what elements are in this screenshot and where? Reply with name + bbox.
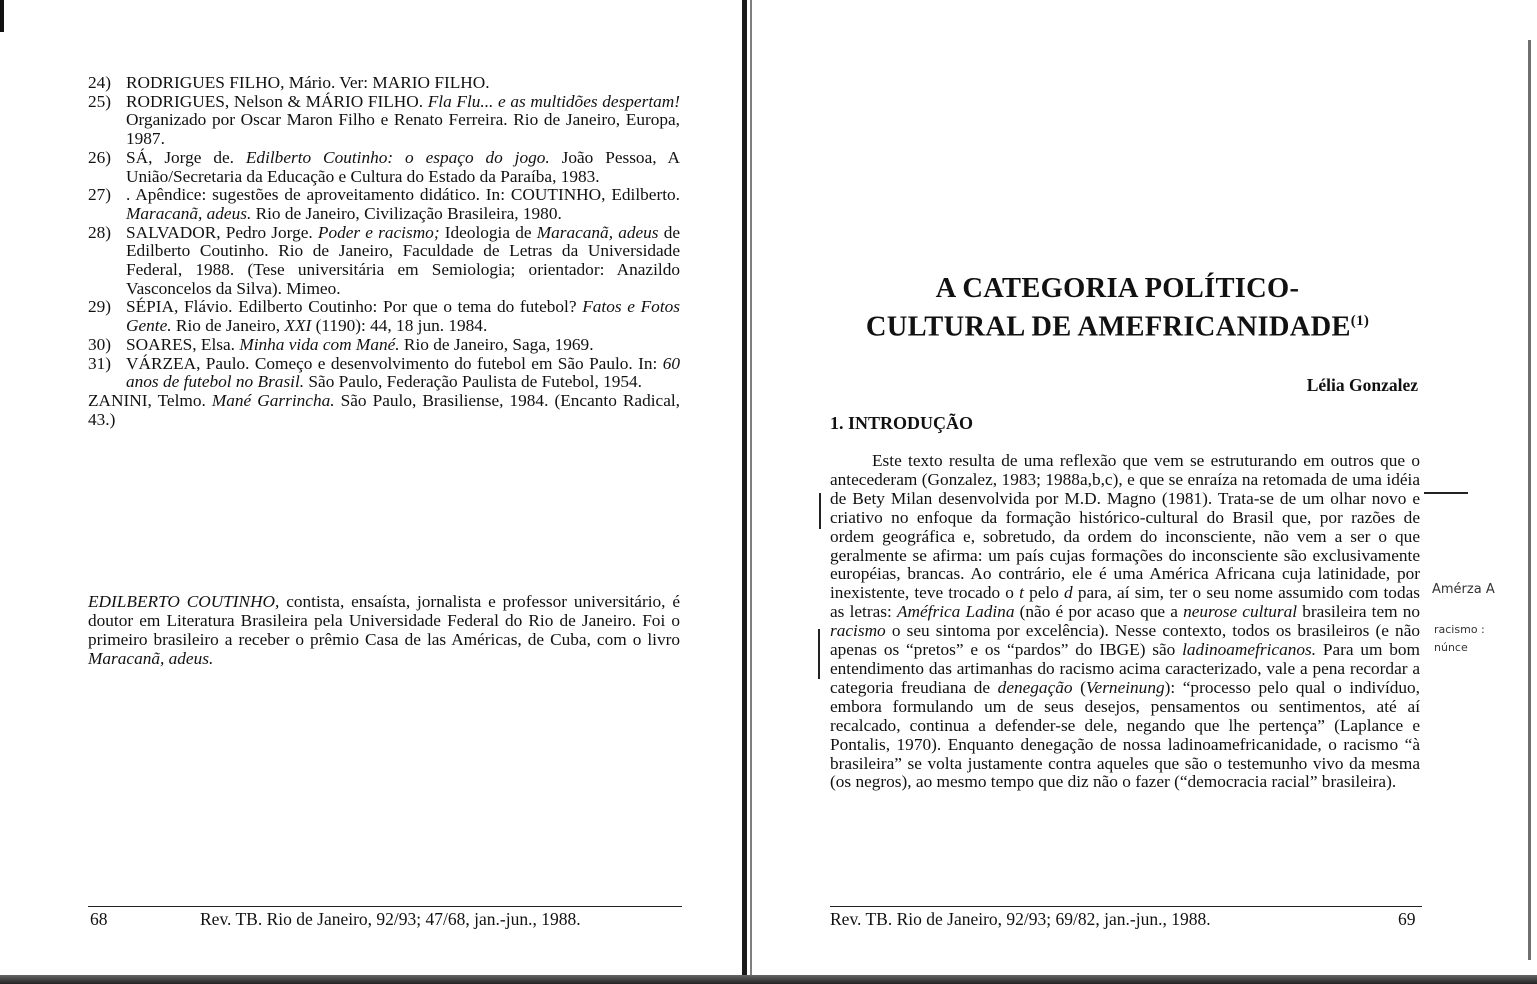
text-run: SALVADOR, Pedro Jorge. bbox=[126, 222, 318, 242]
reference-number: 26) bbox=[88, 147, 112, 167]
italic-text: Poder e racismo; bbox=[317, 222, 440, 242]
text-run: Rio de Janeiro, Civilização Brasileira, 1980. bbox=[251, 203, 562, 223]
body-paragraph bbox=[830, 452, 1420, 792]
reference-entry bbox=[88, 224, 680, 299]
italic-text: Minha vida com Mané. bbox=[239, 334, 400, 354]
reference-entry bbox=[88, 149, 680, 186]
reference-text bbox=[126, 186, 680, 223]
text-run: Este texto resulta de uma reflexão que vem se estruturando em outros que o antecederam (Gonzalez, 1983; 1988a,b,c), e que se enraíza na retomada de uma idéia de Bety Milan desenvolvida por M.D. Magno (1981). Trata-se de um olhar novo e criativo no enfoque da formação histórico-cultural do Brasil que, por razões de ordem geográfica e, sobretudo, da ordem do inconsciente, não vem a ser o que geralmente se afirma: um país cujas formações do inconsciente são exclusivamente européias, brancas. Ao contrário, ele é uma América Africana cuja latinidade, por inexistente, teve trocado o bbox=[830, 451, 1420, 603]
reference-number: 27) bbox=[88, 185, 112, 205]
reference-text bbox=[126, 149, 680, 186]
margin-scribble-bar bbox=[818, 629, 820, 679]
margin-scribble-line bbox=[1424, 492, 1468, 494]
title-footnote-marker: (1) bbox=[1350, 313, 1370, 329]
journal-citation: Rev. TB. Rio de Janeiro, 92/93; 47/68, jan.-jun., 1988. bbox=[200, 909, 581, 929]
text-run: RODRIGUES, Nelson & MÁRIO FILHO. bbox=[126, 91, 428, 111]
text-run: pelo bbox=[1023, 583, 1065, 603]
italic-text: Mané Garrincha. bbox=[211, 390, 335, 410]
title-line-2 bbox=[820, 305, 1415, 344]
italic-text: Edilberto Coutinho: o espaço do jogo. bbox=[245, 147, 550, 167]
text-run: brasileira tem no bbox=[1297, 602, 1421, 622]
italic-text: EDILBERTO COUTINHO, bbox=[88, 592, 280, 611]
text-run: SOARES, Elsa. bbox=[126, 334, 240, 354]
reference-entry bbox=[88, 186, 680, 223]
italic-text: XXI bbox=[284, 316, 312, 336]
text-run: Rio de Janeiro, Saga, 1969. bbox=[399, 334, 594, 354]
italic-text: 60 anos de futebol no Brasil. bbox=[126, 353, 680, 392]
reference-number: 25) bbox=[88, 91, 112, 111]
reference-entry bbox=[88, 336, 680, 355]
body-text bbox=[830, 452, 1420, 792]
reference-text bbox=[126, 298, 680, 335]
reference-text bbox=[88, 392, 680, 429]
margin-note: núnce bbox=[1434, 641, 1468, 654]
italic-text: Maracanã, adeus. bbox=[126, 203, 252, 223]
text-run: para, aí sim, ter o seu nome assumido com todas as letras: bbox=[830, 583, 1420, 622]
text-run: ( bbox=[1072, 677, 1086, 697]
title-line-2-text: CULTURAL DE AMEFRICANIDADE bbox=[865, 311, 1351, 343]
title-line-1: A CATEGORIA POLÍTICO- bbox=[935, 273, 1300, 304]
italic-text: Maracanã, adeus. bbox=[88, 649, 214, 668]
margin-note: racismo : bbox=[1434, 623, 1485, 636]
reference-number: 30) bbox=[88, 334, 112, 354]
reference-number: 28) bbox=[88, 222, 112, 242]
text-run: São Paulo, Federação Paulista de Futebol, 1954. bbox=[304, 372, 642, 392]
left-page bbox=[0, 0, 745, 984]
reference-entry bbox=[88, 392, 680, 429]
reference-number: 29) bbox=[88, 297, 112, 317]
margin-scribble-bar bbox=[819, 493, 821, 529]
text-run: SÁ, Jorge de. bbox=[126, 147, 246, 167]
reference-entry bbox=[88, 355, 680, 392]
italic-text: neurose cultural bbox=[1183, 602, 1298, 622]
reference-text bbox=[126, 74, 680, 93]
text-run: Ideologia de bbox=[439, 222, 537, 242]
text-run: SÉPIA, Flávio. Edilberto Coutinho: Por que o tema do futebol? bbox=[126, 297, 583, 317]
text-run: o seu sintoma por excelência). Nesse contexto, todos os brasileiros (e não apenas os “pretos” e os “pardos” do IBGE) são bbox=[830, 621, 1420, 660]
text-run: João Pessoa, A União/Secretaria da Educação e Cultura do Estado da Paraíba, 1983. bbox=[126, 147, 680, 186]
italic-text: racismo bbox=[830, 621, 886, 641]
italic-text: Maracanã, adeus bbox=[536, 222, 659, 242]
italic-text: Verneinung bbox=[1085, 677, 1165, 697]
page-number: 69 bbox=[1398, 909, 1416, 929]
italic-text: t bbox=[1019, 583, 1024, 603]
reference-text bbox=[126, 355, 680, 392]
text-run: . Apêndice: sugestões de aproveitamento didático. In: COUTINHO, Edilberto. bbox=[126, 185, 680, 205]
reference-text bbox=[126, 336, 680, 355]
section-heading: 1. INTRODUÇÃO bbox=[830, 413, 974, 433]
reference-entry bbox=[88, 74, 680, 93]
reference-text bbox=[126, 93, 680, 149]
italic-text: Améfrica Ladina bbox=[896, 602, 1015, 622]
italic-text: denegação bbox=[997, 677, 1073, 697]
italic-text: ladinoamefricanos. bbox=[1182, 640, 1317, 660]
reference-list bbox=[88, 74, 680, 429]
footer-rule bbox=[830, 906, 1422, 907]
reference-text bbox=[126, 224, 680, 299]
page-edge bbox=[1528, 40, 1531, 960]
author-bio bbox=[88, 592, 680, 668]
text-run: VÁRZEA, Paulo. Começo e desenvolvimento do futebol em São Paulo. In: bbox=[126, 353, 663, 373]
gutter-shadow bbox=[750, 0, 752, 984]
reference-entry bbox=[88, 93, 680, 149]
reference-number: 24) bbox=[88, 73, 112, 92]
text-run: ): “processo pelo qual o indivíduo, embora formulando um de seus desejos, pensamentos ou sentimentos, até aí recalcado, continua a defender-se dele, negando que lhe pertença” (Laplance e Pontalis, 1970). Enquanto denegação de nossa ladinoamefricanidade, o racismo “à brasileira” se volta justamente contra aqueles que são o testemunho vivo da mesma (os negros), ao mesmo tempo que diz não o fazer (“democracia racial” brasileira). bbox=[830, 677, 1420, 792]
text-run: de Edilberto Coutinho. Rio de Janeiro, Faculdade de Letras da Universidade Federal, 1988. (Tese universitária em Semiologia; orientador: Anazildo Vasconcelos da Silva). Mimeo. bbox=[126, 222, 681, 298]
text-run: contista, ensaísta, jornalista e professor universitário, é doutor em Literatura Brasileira pela Universidade Federal do Rio de Janeiro. Foi o primeiro brasileiro a receber o prêmio Casa de las Américas, de Cuba, com o livro bbox=[88, 592, 680, 649]
reference-number: 31) bbox=[88, 353, 112, 373]
reference-entry bbox=[88, 298, 680, 335]
footer-rule bbox=[88, 906, 682, 907]
journal-citation: Rev. TB. Rio de Janeiro, 92/93; 69/82, jan.-jun., 1988. bbox=[830, 909, 1211, 929]
margin-note: Amérza A bbox=[1432, 582, 1495, 597]
text-run: ZANINI, Telmo. bbox=[88, 390, 212, 410]
italic-text: Fla Flu... e as multidões despertam! bbox=[427, 91, 681, 111]
italic-text: Fatos e Fotos Gente. bbox=[126, 297, 680, 336]
text-run: Organizado por Oscar Maron Filho e Renato Ferreira. Rio de Janeiro, Europa, 1987. bbox=[126, 110, 680, 149]
page-number: 68 bbox=[90, 909, 108, 929]
author-name: Lélia Gonzalez bbox=[1306, 375, 1418, 395]
text-run: RODRIGUES FILHO, Mário. Ver: MARIO FILHO. bbox=[126, 73, 490, 92]
italic-text: d bbox=[1064, 583, 1073, 603]
article-title bbox=[820, 272, 1415, 344]
text-run: Para um bom entendimento das artimanhas do racismo acima caracterizado, vale a pena recordar a categoria freudiana de bbox=[830, 640, 1420, 697]
text-run: (1190): 44, 18 jun. 1984. bbox=[311, 316, 488, 336]
text-run: São Paulo, Brasiliense, 1984. (Encanto Radical, 43.) bbox=[88, 390, 680, 429]
text-run: (não é por acaso que a bbox=[1014, 602, 1184, 622]
text-run: Rio de Janeiro, bbox=[171, 316, 285, 336]
